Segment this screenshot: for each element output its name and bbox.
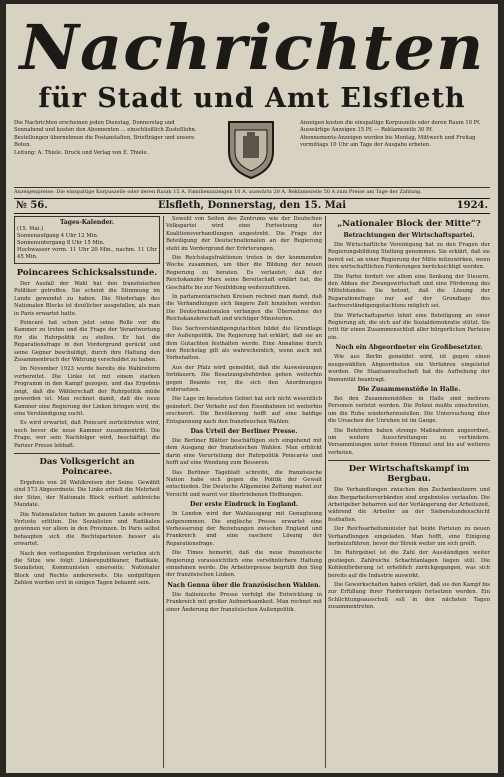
advertising-info [300,120,490,186]
info-line: Anzeigen kosten die einspaltige Korpuszeile oder deren Raum 10 Pf. Auswärtige Anzeigen 15 Pf. — Reklamezeile 30 Pf. [300,120,481,133]
calendar-line: Sonnenaufgang 4 Uhr 12 Min. [17,233,99,239]
dateline [14,198,490,214]
day-calendar-box [14,216,160,264]
ad-price-line: Anzeigenpreise: Die einspaltige Korpuszeile oder deren Raum 15 A, Familienanzeigen 10 A, auswärts 20 A, Reklamezeile 50 A zum Preise am Tage der Zahlung. [14,187,490,196]
newspaper-page [6,4,498,773]
masthead-subtitle: für Stadt und Amt Elsfleth [38,83,466,114]
article-paragraph: Die italienische Presse verfolgt die Entwicklung in Frankreich mit großer Aufmerksamkeit. Man rechnet mit einer Änderung der französischen Außenpolitik. [166,591,322,613]
article-paragraph: Das Berliner Tageblatt schreibt, die französische Nation habe sich gegen die Politik der Gewalt entschieden. Die Deutsche Allgemeine Zeitung mahnt zur Vorsicht und warnt vor übertriebenen Hoffnungen. [166,469,322,498]
article-headline: Der erste Eindruck in England. [189,501,299,509]
column-divider [163,216,164,768]
article-paragraph: Die Partei fordert vor allem eine Senkung der Steuern, den Abbau der Zwangswirtschaft und eine Förderung des Mittelstandes. Sie betont, daß die Lösung der Reparationsfrage nur auf der Grundlage des Sachverständigengutachtens möglich sei. [328,273,490,310]
column-divider [325,216,326,768]
article-paragraph: Die Verhandlungen zwischen den Zechenbesitzern und den Bergarbeiterverbänden sind ergebnislos verlaufen. Die Arbeitgeber beharren auf der Verlängerung der Arbeitszeit, während die Arbeiter an der Siebenstundenschicht festhalten. [328,487,490,523]
calendar-line: (15. Mai.) [17,226,44,232]
article-paragraph: Der Ausfall der Wahl hat den französischen Politiker getroffen. Sie scheint die Stimmung im Lande gewendet zu haben. Die Niederlage des Nationalen Blocks ist deutlicher ausgefallen, als man in Paris erwartet hatte. [14,281,160,317]
article-paragraph: Die Behörden haben strenge Maßnahmen angeordnet, um weitere Ausschreitungen zu verhindern. Versammlungen unter freiem Himmel sind bis auf weiteres verboten. [328,427,490,456]
article-paragraph: Die Times bemerkt, daß die neue französische Regierung voraussichtlich eine versöhnlichere Haltung einnehmen werde. Die Arbeiterpresse begrüßt den Sieg der französischen Linken. [166,550,322,579]
article-paragraph: Das Sachverständigengutachten bildet die Grundlage der Außenpolitik. Die Regierung hat erklärt, daß sie an dem Gutachten festhalten werde. Eine Annahme durch den Reichstag gilt als wahrscheinlich, wenn auch mit Vorbehalten. [166,325,322,362]
article-paragraph: Im November 1923 wurde bereits die Wahlreform vorbereitet. Die Linke ist mit einem starken Programm in den Kampf gezogen, und das Ergebnis zeigt, daß die Wählerschaft der Ruhrpolitik müde geworden ist. Man rechnet damit, daß die neue Kammer eine Regierung der Linken bringen wird, die eine Verständigung sucht. [14,366,160,417]
article-headline: Die Zusammenstöße in Halle. [357,385,461,393]
issue-date: Elsfleth, Donnerstag, den 15. Mai [157,200,347,211]
info-line: Die Nachrichten erscheinen jeden Dienstag, Donnerstag und Sonnabend und kosten den Abonnenten ... einschließlich Zustelllohn. [14,120,197,133]
calendar-heading: Tages-Kalender. [60,219,114,226]
coat-of-arms-icon [220,114,282,184]
article-paragraph: Im Ruhrgebiet ist die Zahl der Ausständigen weiter gestiegen. Zahlreiche Schachtanlagen liegen still. Die Kohlenförderung ist erheblich zurückgegangen, was sich bereits auf die Industrie auswirkt. [328,550,490,579]
article-headline: Das Volksgericht an Poincaree. [39,456,135,477]
article-headline: Noch ein Abgeordneter ein Großbesetzter. [335,344,483,352]
article-paragraph: In parlamentarischen Kreisen rechnet man damit, daß die Verhandlungen sich längere Zeit hinziehen werden. Die Deutschnationalen verlangen die Übernahme der Reichskanzlerschaft und wichtiger Ministerien. [166,294,322,323]
article-headline: Der Wirtschaftskampf im Bergbau. [348,464,470,485]
article-paragraph: Der Reichsarbeitsminister hat beide Parteien zu neuen Verhandlungen eingeladen. Man hofft, eine Einigung herbeizuführen, bevor der Streik weiter um sich greift. [328,526,490,547]
issue-number: № 56. [16,200,48,211]
article-paragraph: Bei den Zusammenstößen in Halle sind mehrere Personen verletzt worden. Die Polizei mußte einschreiten, um die Ruhe wiederherzustellen. Die Untersuchung über die Ursachen der Unruhen ist im Gange. [328,395,490,425]
article-paragraph: Die Reichstagsfraktionen treten in der kommenden Woche zusammen, um über die Bildung der neuen Regierung zu beraten. Es verlautet, daß der Reichskanzler Marx seine Bereitschaft erklärt hat, die Geschäfte bis zur Neubildung weiterzuführen. [166,255,322,291]
section-divider [328,460,490,461]
calendar-line: Sonnenuntergang 8 Uhr 15 Min. [17,240,105,246]
info-line: Abonnements-Anzeigen werden bis Montag, Mittwoch und Freitag vormittags 10 Uhr am Tage der Ausgabe erbeten. [300,135,476,148]
masthead-title: Nachrichten [19,11,485,84]
issue-year: 1924. [456,200,488,211]
section-divider [14,453,160,454]
article-paragraph: Die Gewerkschaften haben erklärt, daß sie den Kampf bis zur Erfüllung ihrer Forderungen fortsetzen werden. Ein Schlichtungsausschuß soll in den nächsten Tagen zusammentreten. [328,582,490,611]
article-paragraph: Poincaré hat schon jetzt seine Rolle vor die Kammer zu treten und die Frage der Verantwortung für die Ruhrpolitik zu stellen. Er hat die Reparationsfrage in den Vordergrund gerückt und seine Gegner beschuldigt, durch ihre Haltung den Zusammenbruch der Währung verschuldet zu haben. [14,320,160,364]
column-3 [328,216,490,768]
article-paragraph: Die Nationalisten haben im ganzen Lande schwere Verluste erlitten. Die Sozialisten und Radikalen gewinnen vor allem in den Provinzen. In Paris selbst behaupten sich die Rechtsparteien besser als erwartet. [14,511,160,548]
article-headline: Nach Genua über die französischen Wahlen. [167,581,321,589]
article-paragraph: Die Lage im besetzten Gebiet hat sich nicht wesentlich geändert. Der Verkehr auf den Eisenbahnen ist weiterhin erschwert. Die Bevölkerung hofft auf eine baldige Entspannung nach den französischen Wahlen. [166,396,322,425]
article-paragraph: In London wird der Wahlausgang mit Genugtuung aufgenommen. Die englische Presse erwartet eine Verbesserung der Beziehungen zwischen England und Frankreich und eine raschere Lösung der Reparationsfrage. [166,511,322,547]
article-headline: Das Urteil der Berliner Presse. [190,427,298,435]
article-subheadline: Betrachtungen der Wirtschaftspartei. [343,232,475,239]
article-paragraph: Die Wirtschaftspartei lehnt eine Beteiligung an einer Regierung ab, die sich auf die Sozialdemokratie stützt. Sie tritt für einen Zusammenschluß aller bürgerlichen Parteien ein. [328,312,490,341]
calendar-line: Hochwasser vorm. 11 Uhr 20 Min., nachm. 11 Uhr 45 Min. [17,247,157,260]
article-paragraph: Ergebnis von 26 Wahlkreisen der Seine. Gewählt sind 573 Abgeordnete. Die Linke erhielt die Mehrheit der Sitze, der Nationale Block verliert zahlreiche Mandate. [14,479,160,509]
article-paragraph: Die Berliner Blätter beschäftigen sich eingehend mit dem Ausgang der französischen Wahlen. Man erblickt darin eine Verurteilung der Ruhrpolitik Poincarés und hofft auf eine Wendung zum Besseren. [166,437,322,467]
column-2 [166,216,322,768]
article-paragraph: Nach den vorliegenden Ergebnissen verteilen sich die Sitze wie folgt: Linksrepublikaner, Radikale, Sozialisten, Kommunisten einerseits; Nationaler Block und Rechte andererseits. Die endgültigen Zahlen werden erst in einigen Tagen bekannt sein. [14,550,160,587]
info-line: Bestellungen übernehmen die Postanstalten, Briefträger und unsere Boten. [14,135,195,148]
subscription-info [14,120,204,186]
article-paragraph: Aus der Pfalz wird gemeldet, daß die Ausweisungen fortdauern. Die Besatzungsbehörden gehen weiterhin gegen Beamte vor, die sich den Anordnungen widersetzen. [166,364,322,393]
article-headline: „Nationaler Block der Mitte“? [337,219,481,229]
article-paragraph: Wie aus Berlin gemeldet wird, ist gegen einen neugewählten Abgeordneten ein Verfahren eingeleitet worden. Die Staatsanwaltschaft hat die Aufhebung der Immunität beantragt. [328,354,490,383]
info-line: Leitung: A. Thiele. Druck und Verlag von E. Thiele. [14,150,149,156]
article-paragraph: Sowohl von Seiten des Zentrums wie der Deutschen Volkspartei wird eine Fortsetzung der Koalitionsverhandlungen angestrebt. Die Frage der Beteiligung der Deutschnationalen an der Regierung steht im Vordergrund der Erörterungen. [166,216,322,252]
article-headline: Poincarees Schicksalsstunde. [16,268,158,278]
column-1 [14,216,160,768]
article-paragraph: Es wird erwartet, daß Poincaré zurücktreten wird, noch bevor die neue Kammer zusammentritt. Die Frage, wer sein Nachfolger wird, beschäftigt die Pariser Presse lebhaft. [14,420,160,449]
article-paragraph: Die Wirtschaftliche Vereinigung hat zu den Fragen der Regierungsbildung Stellung genommen. Sie erklärt, daß sie bereit sei, an einer Regierung der Mitte mitzuwirken, wenn ihre wirtschaftlichen Forderungen berücksichtigt werden. [328,242,490,271]
